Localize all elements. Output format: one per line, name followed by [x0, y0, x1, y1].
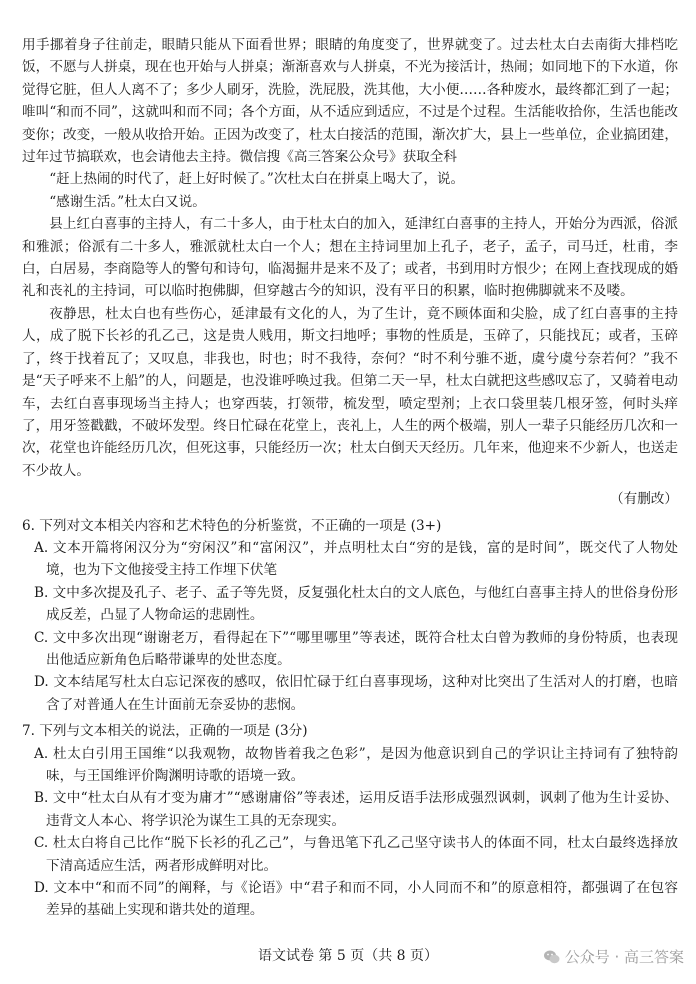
page-footer: 语文试卷 第 5 页（共 8 页） — [257, 948, 439, 964]
question-option-d: D. 文本中“和而不同”的阐释，与《论语》中“君子和而不同，小人同而不和”的原意相符，都强调了在包容差异的基础上实现和谐共处的道理。 — [34, 880, 678, 919]
reading-passage — [22, 34, 678, 922]
watermark — [543, 946, 684, 967]
question-6 — [22, 515, 678, 717]
question-option-a: A. 杜太白引用王国维“以我观物，故物皆着我之色彩”，是因为他意识到自己的学识让主持词有了独特韵味，与王国维评价陶渊明诗歌的语境一致。 — [34, 745, 678, 784]
passage-opening-paragraph: 用手挪着身子往前走，眼睛只能从下面看世界；眼睛的角度变了，世界就变了。过去杜太白去南街大排档吃饭，不愿与人拼桌，现在也开始与人拼桌；渐渐喜欢与人拼桌，不光为接活计，热闹；如同地下的下水道，你觉得它脏，但人人离不了；多少人刷牙，洗脸，洗屁股，洗其他，大小便……各种废水，最终都汇到了一起；唯叫“和而不同”，这就叫和而不同；各个方面，从不适应到适应，不过是个过程。生活能收拾你，生活也能改变你；改变，一般从收拾开始。正因为改变了，杜太白接活的范围，渐次扩大，县上一些单位，企业搞团建，过年过节搞联欢，也会请他去主持。微信搜《高三答案公众号》获取全科 — [22, 37, 678, 166]
passage-paragraph: “感谢生活。”杜太白又说。 — [49, 193, 206, 210]
question-option-c: C. 杜太白将自己比作“脱下长衫的孔乙己”，与鲁迅笔下孔乙己坚守读书人的体面不同，杜太白最终选择放下清高适应生活，两者形成鲜明对比。 — [34, 835, 678, 874]
passage-paragraph: “赶上热闹的时代了，赶上好时候了。”次杜太白在拼桌上喝大了，说。 — [49, 171, 465, 188]
question-title: 6. 下列对文本相关内容和艺术特色的分析鉴赏，不正确的一项是 (3+) — [22, 517, 442, 534]
question-7 — [22, 720, 678, 922]
question-option-d: D. 文本结尾写杜太白忘记深夜的感叹，依旧忙碌于红白喜事现场，这种对比突出了生活对人的打磨，也暗含了对普通人在生计面前无奈妥协的悲悯。 — [34, 674, 678, 713]
question-option-c: C. 文中多次出现“谢谢老万，看得起在下”“哪里哪里”等表述，既符合杜太白曾为教师的身份特质，也表现出他适应新角色后略带谦卑的处世态度。 — [34, 629, 678, 668]
passage-paragraph: 县上红白喜事的主持人，有二十多人，由于杜太白的加入，延津红白喜事的主持人，开始分为西派，俗派和雅派；俗派有二十多人，雅派就杜太白一个人；想在主持词里加上孔子，老子，孟子，司马迁，杜甫，李白，白居易，李商隐等人的警句和诗句，临渴掘井是来不及了；或者，书到用时方恨少；在网上查找现成的婚礼和丧礼的主持词，可以临时抱佛脚，但穿越古今的知识，没有平日的积累，临时抱佛脚就来不及喽。 — [22, 216, 678, 300]
watermark-text: 公众号 · 高三答案 — [564, 948, 684, 966]
source-note: （有删改） — [610, 491, 678, 508]
passage-paragraph: 夜静思，杜太白也有些伤心，延津最有文化的人，为了生计，竟不顾体面和尖脸，成了红白喜事的主持人，成了脱下长衫的孔乙己，这是贵人贱用，斯文扫地呼；事物的性质是，玉碎了，只能找瓦；或者，玉碎了，终于找着瓦了；又叹息，非我也，时也；时不我待，奈何？“时不利兮骓不逝，虞兮虞兮奈若何？”我不是“天子呼来不上船”的人，问题是，也没谁呼唤过我。但第二天一早，杜太白就把这些感叹忘了，又骑着电动车，去红白喜事现场当主持人；也穿西装，打领带，梳发型，喷定型剂；上衣口袋里装几根牙签，何时头痒了，用牙签戳戳，不破坏发型。终日忙碌在花堂上，丧礼上，人生的两个极端，别人一辈子只能经历几次和一次，花堂也许能经历几次，但死这事，只能经历一次；杜太白倒天天经历。几年来，他迎来不少新人，也送走不少故人。 — [22, 305, 678, 479]
question-option-b: B. 文中多次提及孔子、老子、孟子等先贤，反复强化杜太白的文人底色，与他红白喜事主持人的世俗身份形成反差，凸显了人物命运的悲剧性。 — [34, 584, 678, 624]
wechat-icon — [543, 948, 561, 966]
question-option-a: A. 文本开篇将闲汉分为“穷闲汉”和“富闲汉”，并点明杜太白“穷的是钱，富的是时间”，既交代了人物处境，也为下文他接受主持工作埋下伏笔 — [34, 539, 678, 579]
question-option-b: B. 文中“杜太白从有才变为庸才”“感谢庸俗”等表述，运用反语手法形成强烈讽刺，讽刺了他为生计妥协、违背文人本心、将学识沦为谋生工具的无奈现实。 — [34, 790, 678, 829]
question-title: 7. 下列与文本相关的说法，正确的一项是 (3分) — [22, 723, 308, 740]
